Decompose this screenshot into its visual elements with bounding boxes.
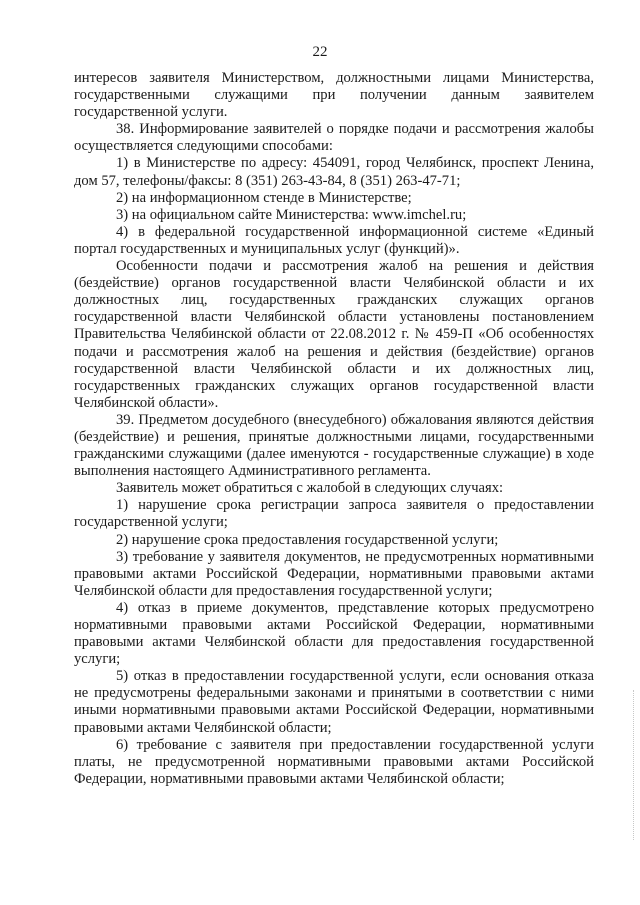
- document-body: [74, 70, 594, 788]
- list-item-info-stand: 2) на информационном стенде в Министерстве;: [116, 189, 412, 206]
- paragraph-complaint-features: Особенности подачи и рассмотрения жалоб на решения и действия (бездействие) органов государственной власти Челябинской области и их должностных лиц, государственных гражданских служащих органов государственной власти Челябинской области установлены постановлением Правительства Челябинской области от 22.08.2012 г. № 459-П «Об особенностях подачи и рассмотрения жалоб на решения и действия (бездействие) органов государственной власти Челябинской области и их должностных лиц, государственных гражданских служащих органов государственной власти Челябинской области».: [74, 258, 594, 411]
- page-number: 22: [312, 44, 328, 60]
- list-item-case-3: 3) требование у заявителя документов, не предусмотренных нормативными правовыми актами Российской Федерации, нормативными правовыми актами Челябинской области для предоставления государственной услуги;: [74, 548, 594, 599]
- list-item-official-site: 3) на официальном сайте Министерства: www.imchel.ru;: [116, 206, 467, 223]
- list-item-case-5: 5) отказ в предоставлении государственной услуги, если основания отказа не предусмотрены федеральными законами и принятыми в соответствии с ними иными нормативными правовыми актами Российской Федерации, нормативными правовыми актами Челябинской области;: [74, 668, 594, 736]
- paragraph-39: 39. Предметом досудебного (внесудебного) обжалования являются действия (бездействие) и решения, принятые должностными лицами, государственными гражданскими служащими (далее именуются - государственные служащие) в ходе выполнения настоящего Административного регламента.: [74, 411, 594, 480]
- list-item-case-1: 1) нарушение срока регистрации запроса заявителя о предоставлении государственной услуги;: [74, 497, 594, 531]
- paragraph-cases-intro: Заявитель может обратиться с жалобой в следующих случаях:: [116, 480, 504, 497]
- paragraph-38: 38. Информирование заявителей о порядке подачи и рассмотрения жалобы осуществляется следующими способами:: [74, 121, 594, 155]
- list-item-federal-portal: 4) в федеральной государственной информационной системе «Единый портал государственных и муниципальных услуг (функций)».: [74, 223, 594, 257]
- scan-edge-mark: [630, 690, 634, 840]
- list-item-case-6: 6) требование с заявителя при предоставлении государственной услуги платы, не предусмотренной нормативными правовыми актами Российской Федерации, нормативными правовыми актами Челябинской области;: [74, 736, 594, 787]
- list-item-case-4: 4) отказ в приеме документов, представление которых предусмотрено нормативными правовыми актами Российской Федерации, нормативными правовыми актами Челябинской области для предоставления государственной услуги;: [74, 599, 594, 668]
- paragraph-continuation: интересов заявителя Министерством, должностными лицами Министерства, государственными служащими при получении данным заявителем государственной услуги.: [74, 70, 594, 121]
- list-item-case-2: 2) нарушение срока предоставления государственной услуги;: [116, 531, 499, 548]
- list-item-ministry-address: 1) в Министерстве по адресу: 454091, город Челябинск, проспект Ленина, дом 57, телефоны/факсы: 8 (351) 263-43-84, 8 (351) 263-47-71;: [74, 155, 594, 189]
